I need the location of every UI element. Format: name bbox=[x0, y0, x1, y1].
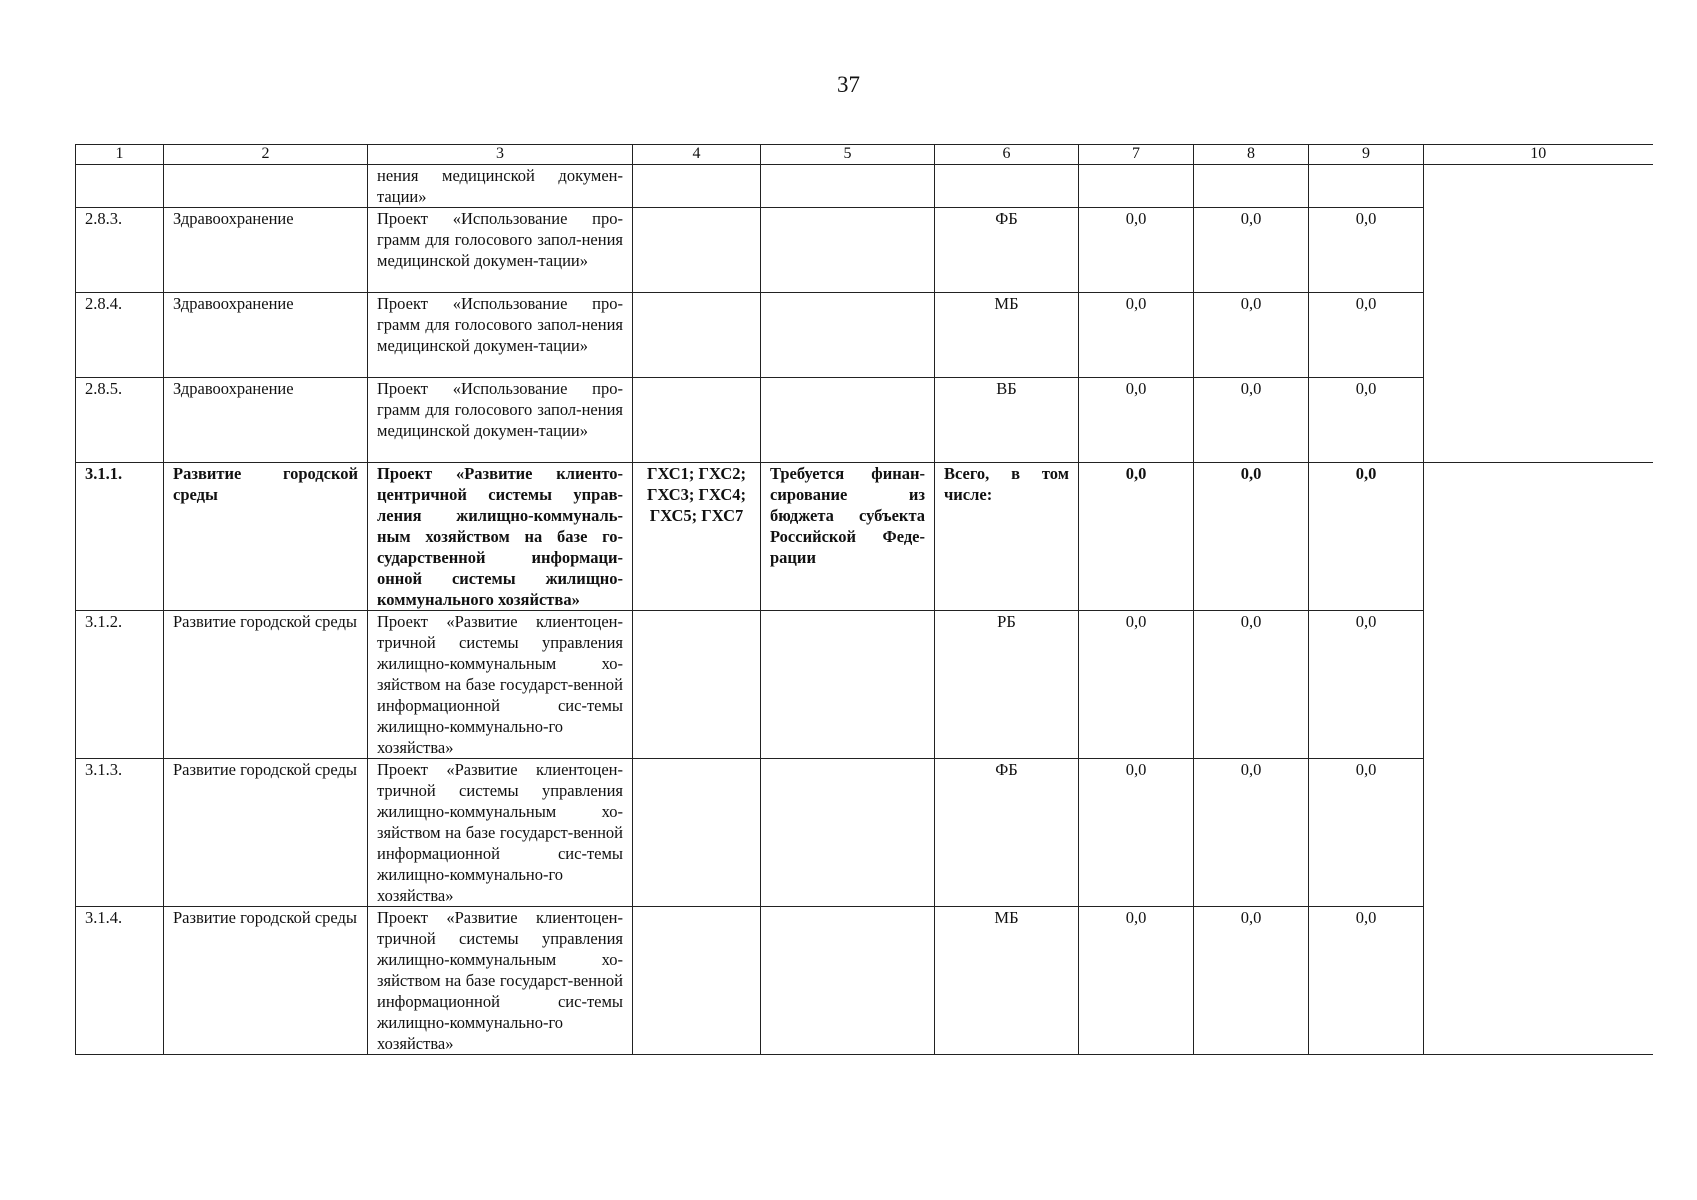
row-source: ФБ bbox=[935, 759, 1079, 907]
header-cell: 4 bbox=[633, 145, 761, 165]
row-project: нения медицинской докумен-тации» bbox=[368, 165, 633, 208]
program-table bbox=[75, 144, 1653, 1055]
row-note bbox=[761, 208, 935, 293]
row-project: Проект «Использование про-грамм для голосового запол-нения медицинской докумен-тации» bbox=[368, 208, 633, 293]
row-value-8: 0,0 bbox=[1194, 759, 1309, 907]
row-source: МБ bbox=[935, 293, 1079, 378]
row-source: МБ bbox=[935, 907, 1079, 1055]
row-value-7: 0,0 bbox=[1079, 293, 1194, 378]
row-indicators: ГХС1; ГХС2; ГХС3; ГХС4; ГХС5; ГХС7 bbox=[633, 463, 761, 611]
row-indicators bbox=[633, 611, 761, 759]
header-cell: 8 bbox=[1194, 145, 1309, 165]
row-number: 3.1.2. bbox=[76, 611, 164, 759]
row-value-8: 0,0 bbox=[1194, 611, 1309, 759]
header-cell: 7 bbox=[1079, 145, 1194, 165]
row-note bbox=[761, 293, 935, 378]
row-number: 3.1.1. bbox=[76, 463, 164, 611]
row-indicators bbox=[633, 293, 761, 378]
header-cell: 3 bbox=[368, 145, 633, 165]
row-value-7 bbox=[1079, 165, 1194, 208]
row-value-7: 0,0 bbox=[1079, 907, 1194, 1055]
row-project: Проект «Развитие клиентоцен-тричной системы управления жилищно-коммунальным хо-зяйством на базе государст-венной информационной сис-темы жилищно-коммунально-го хозяйства» bbox=[368, 907, 633, 1055]
row-note bbox=[761, 165, 935, 208]
row-project: Проект «Развитие клиентоцен-тричной системы управления жилищно-коммунальным хо-зяйством на базе государст-венной информационной сис-темы жилищно-коммунально-го хозяйства» bbox=[368, 611, 633, 759]
row-source: ФБ bbox=[935, 208, 1079, 293]
row-source: Всего, в том числе: bbox=[935, 463, 1079, 611]
row-value-9: 0,0 bbox=[1309, 293, 1424, 378]
row-note bbox=[761, 907, 935, 1055]
table-row bbox=[76, 611, 1653, 759]
row-value-8: 0,0 bbox=[1194, 378, 1309, 463]
row-value-8: 0,0 bbox=[1194, 907, 1309, 1055]
row-indicators bbox=[633, 907, 761, 1055]
row-value-9: 0,0 bbox=[1309, 463, 1424, 611]
table-row bbox=[76, 907, 1653, 1055]
row-value-9: 0,0 bbox=[1309, 611, 1424, 759]
row-indicators bbox=[633, 378, 761, 463]
header-cell: 2 bbox=[164, 145, 368, 165]
row-indicators bbox=[633, 165, 761, 208]
row-sector: Здравоохранение bbox=[164, 293, 368, 378]
row-sector: Здравоохранение bbox=[164, 378, 368, 463]
row-project: Проект «Использование про-грамм для голосового запол-нения медицинской докумен-тации» bbox=[368, 293, 633, 378]
row-value-7: 0,0 bbox=[1079, 378, 1194, 463]
row-source bbox=[935, 165, 1079, 208]
row-value-7: 0,0 bbox=[1079, 611, 1194, 759]
table-header-row bbox=[76, 145, 1653, 165]
row-project: Проект «Развитие клиенто-центричной системы управ-ления жилищно-коммуналь-ным хозяйством на базе го-сударственной информаци-онной системы жилищно-коммунального хозяйства» bbox=[368, 463, 633, 611]
row-note bbox=[761, 759, 935, 907]
row-source: РБ bbox=[935, 611, 1079, 759]
table-row bbox=[76, 759, 1653, 907]
row-value-7: 0,0 bbox=[1079, 208, 1194, 293]
row-indicators bbox=[633, 759, 761, 907]
row-source: ВБ bbox=[935, 378, 1079, 463]
table-row bbox=[76, 208, 1653, 293]
table-row bbox=[76, 293, 1653, 378]
header-cell: 6 bbox=[935, 145, 1079, 165]
row-sector: Развитие городской среды bbox=[164, 463, 368, 611]
row-sector: Развитие городской среды bbox=[164, 907, 368, 1055]
row-col10-empty bbox=[1424, 463, 1653, 1055]
header-cell: 1 bbox=[76, 145, 164, 165]
row-sector bbox=[164, 165, 368, 208]
row-number: 3.1.4. bbox=[76, 907, 164, 1055]
row-value-9: 0,0 bbox=[1309, 759, 1424, 907]
row-number: 2.8.4. bbox=[76, 293, 164, 378]
page-number: 37 bbox=[837, 72, 860, 97]
row-note: Требуется финан-сирование из бюджета субъекта Российской Феде-рации bbox=[761, 463, 935, 611]
row-note bbox=[761, 378, 935, 463]
row-value-7: 0,0 bbox=[1079, 463, 1194, 611]
row-col10-empty bbox=[1424, 165, 1653, 463]
row-project: Проект «Использование про-грамм для голосового запол-нения медицинской докумен-тации» bbox=[368, 378, 633, 463]
row-number: 2.8.3. bbox=[76, 208, 164, 293]
row-value-9: 0,0 bbox=[1309, 907, 1424, 1055]
header-cell: 9 bbox=[1309, 145, 1424, 165]
row-note bbox=[761, 611, 935, 759]
row-value-9 bbox=[1309, 165, 1424, 208]
row-number: 2.8.5. bbox=[76, 378, 164, 463]
table-row bbox=[76, 378, 1653, 463]
table-row bbox=[76, 165, 1653, 208]
row-sector: Здравоохранение bbox=[164, 208, 368, 293]
row-value-9: 0,0 bbox=[1309, 208, 1424, 293]
row-value-8: 0,0 bbox=[1194, 293, 1309, 378]
row-value-8 bbox=[1194, 165, 1309, 208]
row-value-7: 0,0 bbox=[1079, 759, 1194, 907]
row-value-8: 0,0 bbox=[1194, 208, 1309, 293]
header-cell: 10 bbox=[1424, 145, 1653, 165]
row-number: 3.1.3. bbox=[76, 759, 164, 907]
row-number bbox=[76, 165, 164, 208]
header-cell: 5 bbox=[761, 145, 935, 165]
row-indicators bbox=[633, 208, 761, 293]
row-project: Проект «Развитие клиентоцен-тричной системы управления жилищно-коммунальным хо-зяйством на базе государст-венной информационной сис-темы жилищно-коммунально-го хозяйства» bbox=[368, 759, 633, 907]
row-sector: Развитие городской среды bbox=[164, 759, 368, 907]
row-sector: Развитие городской среды bbox=[164, 611, 368, 759]
row-value-9: 0,0 bbox=[1309, 378, 1424, 463]
row-value-8: 0,0 bbox=[1194, 463, 1309, 611]
table-row bbox=[76, 463, 1653, 611]
